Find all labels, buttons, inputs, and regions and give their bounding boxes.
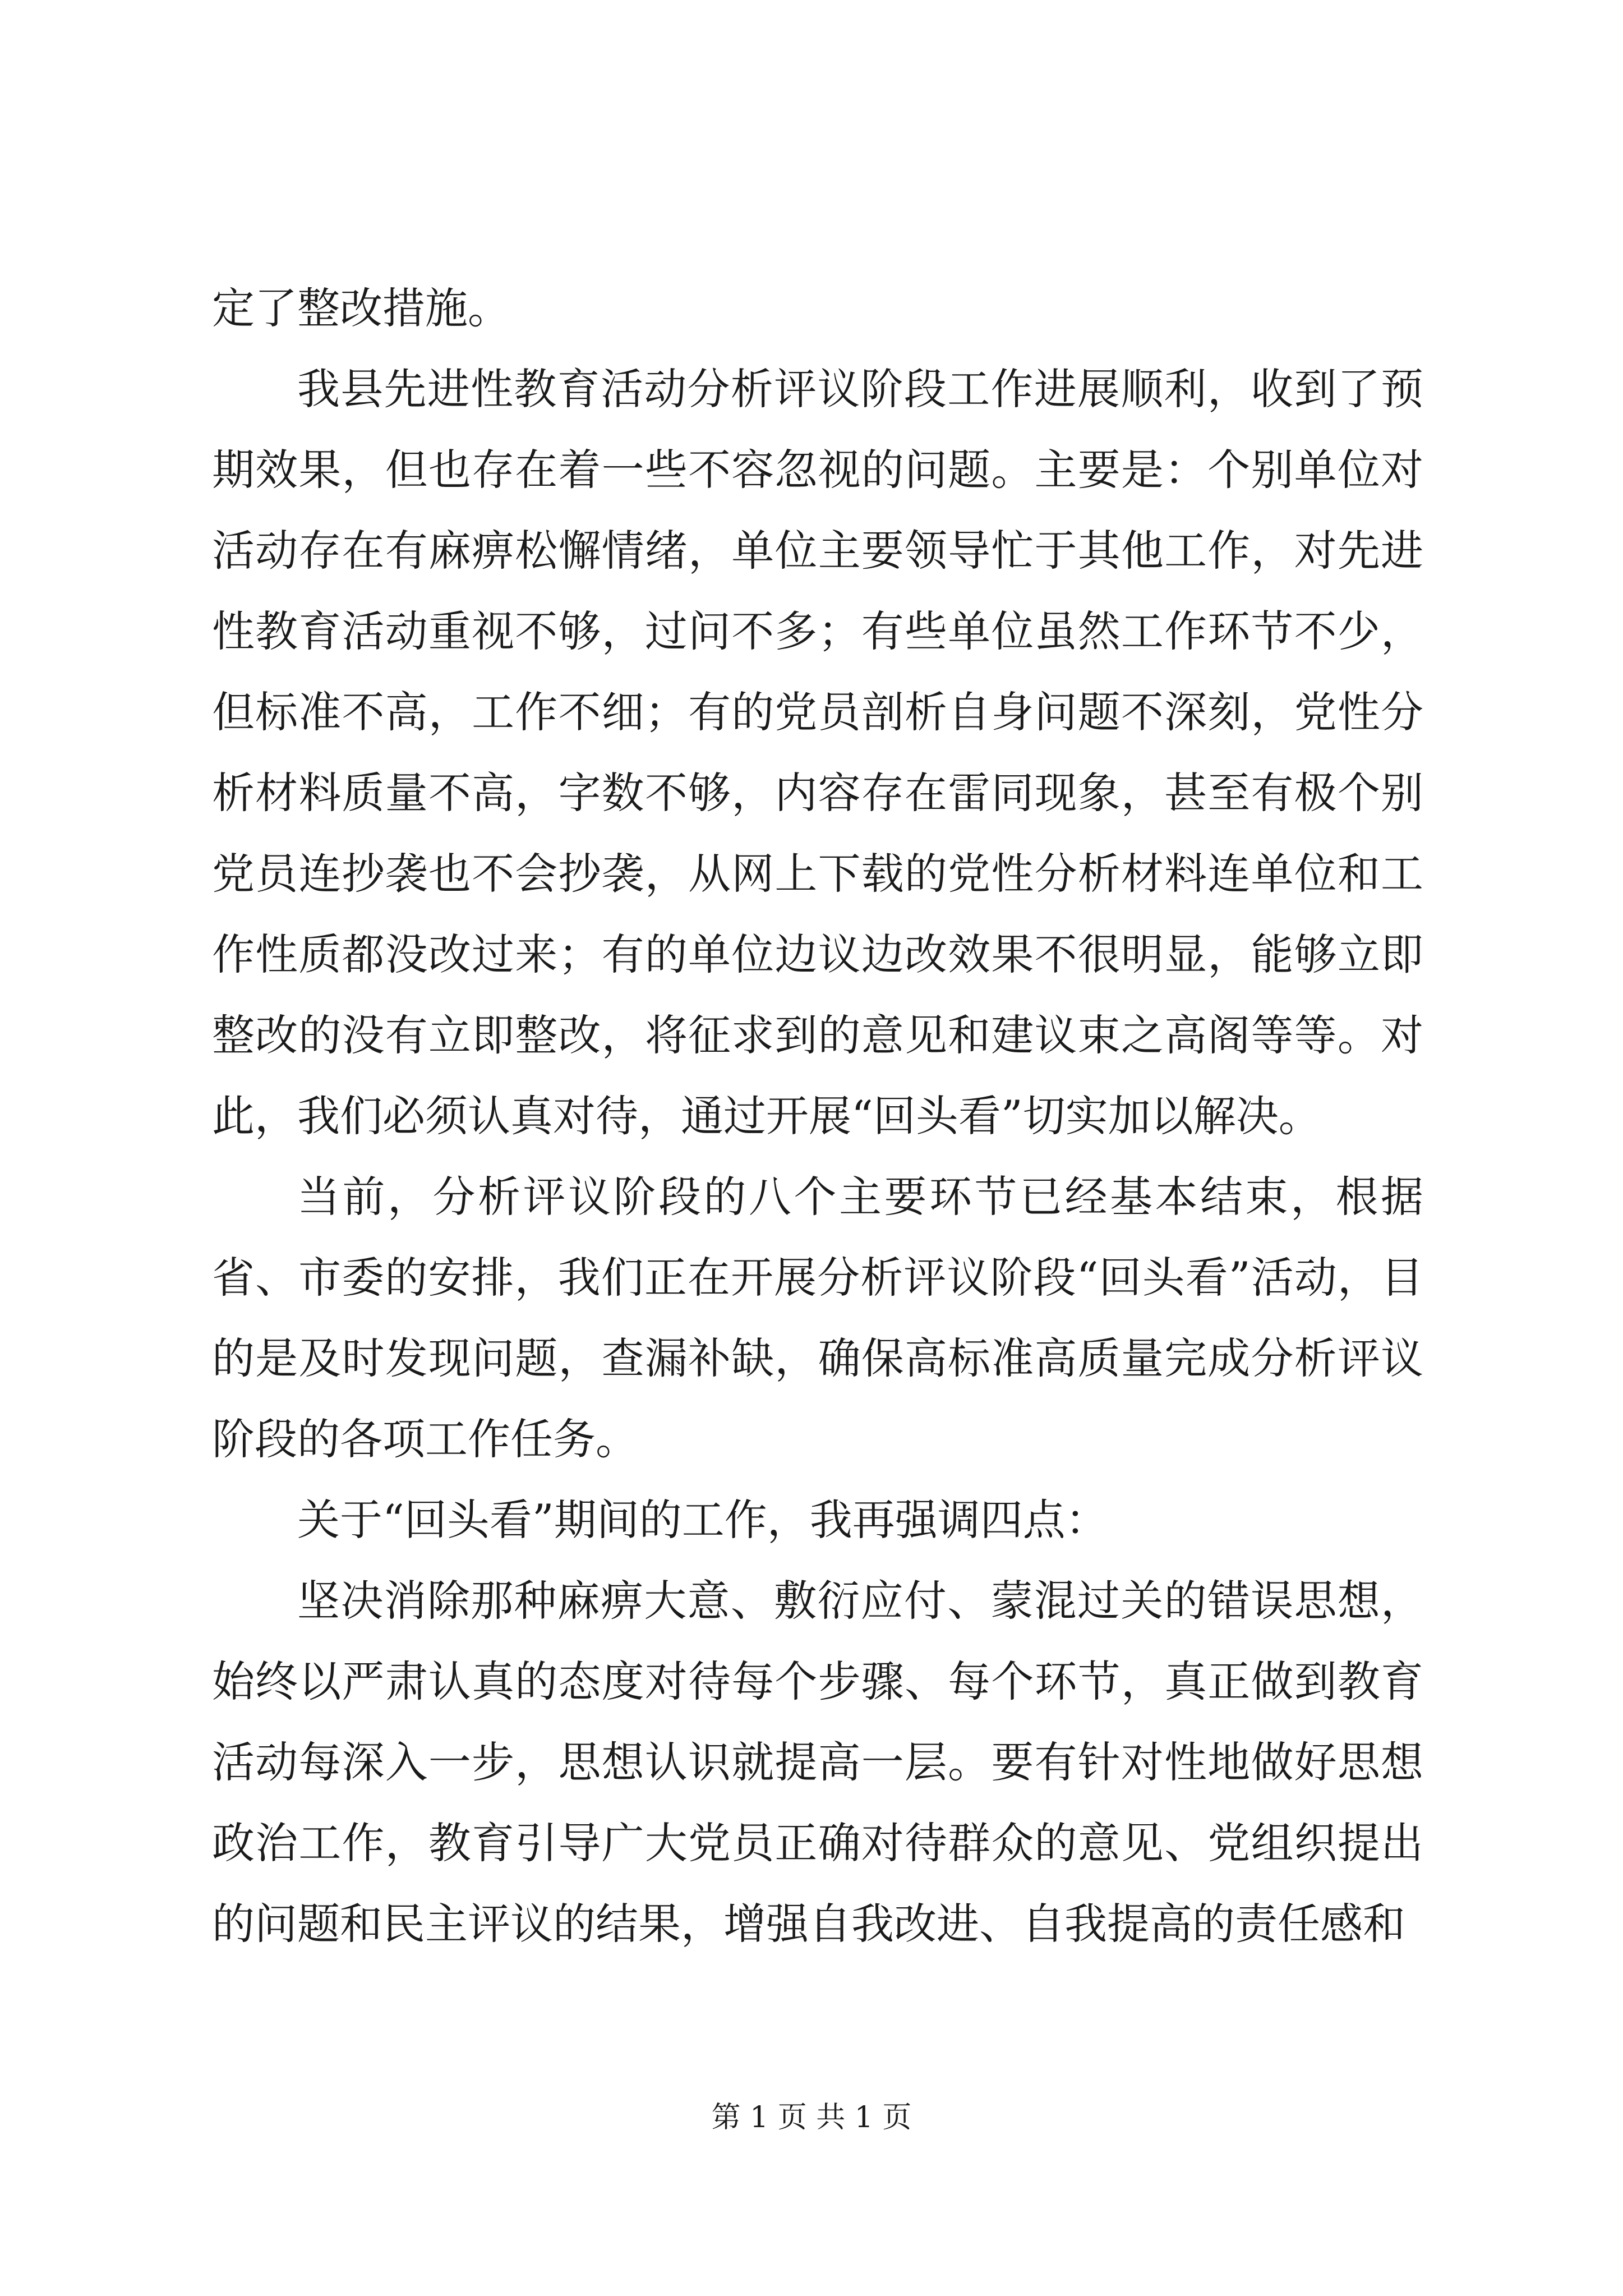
document-body [212,268,1423,1964]
paragraph-1: 定了整改措施。 [212,283,510,333]
paragraph-4: 关于“回头看”期间的工作，我再强调四点： [297,1495,1108,1545]
paragraph-3: 当前，分析评议阶段的八个主要环节已经基本结束，根据省、市委的安排，我们正在开展分析评议阶段“回头看”活动，目的是及时发现问题，查漏补缺，确保高标准高质量完成分析评议阶段的各项工作任务。 [212,1172,1423,1464]
paragraph-2: 我县先进性教育活动分析评议阶段工作进展顺利，收到了预期效果，但也存在着一些不容忽视的问题。主要是：个别单位对活动存在有麻痹松懈情绪，单位主要领导忙于其他工作，对先进性教育活动重视不够，过问不多；有些单位虽然工作环节不少，但标准不高，工作不细；有的党员剖析自身问题不深刻，党性分析材料质量不高，字数不够，内容存在雷同现象，甚至有极个别党员连抄袭也不会抄袭，从网上下载的党性分析材料连单位和工作性质都没改过来；有的单位边议边改效果不很明显，能够立即整改的没有立即整改，将征求到的意见和建议束之高阁等等。对此，我们必须认真对待，通过开展“回头看”切实加以解决。 [212,364,1423,1141]
paragraph-5: 坚决消除那种麻痹大意、敷衍应付、蒙混过关的错误思想，始终以严肃认真的态度对待每个步骤、每个环节，真正做到教育活动每深入一步，思想认识就提高一层。要有针对性地做好思想政治工作，教育引导广大党员正确对待群众的意见、党组织提出的问题和民主评议的结果，增强自我改进、自我提高的责任感和 [212,1576,1423,1949]
page-footer: 第 1 页 共 1 页 [711,2101,912,2134]
